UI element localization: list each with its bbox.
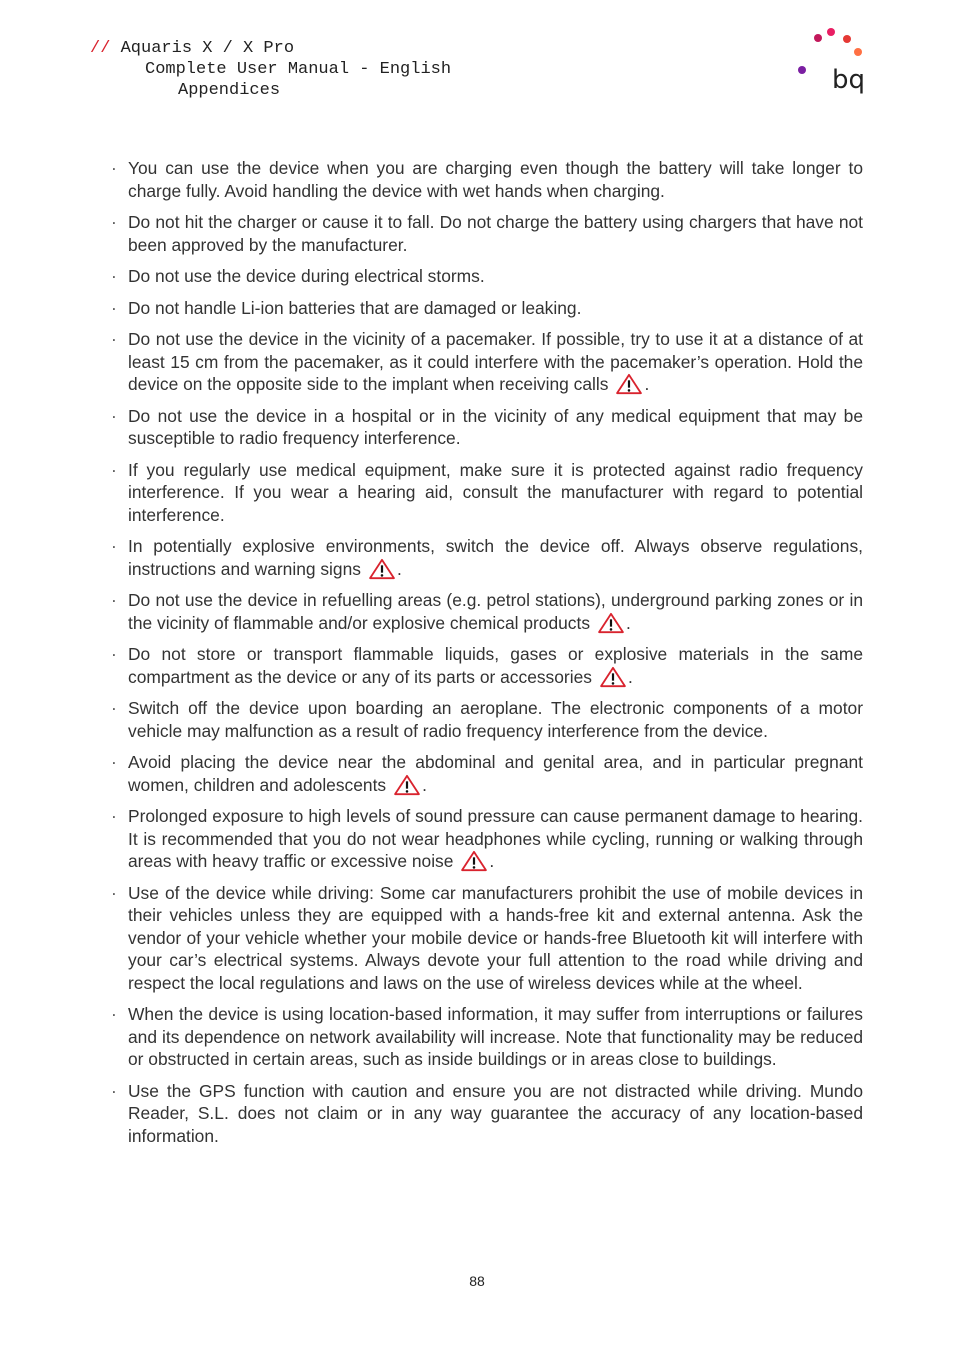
end-mark: . <box>644 374 650 394</box>
bullet-marker: · <box>111 882 117 903</box>
list-item <box>111 459 863 527</box>
list-item <box>111 805 863 873</box>
list-item <box>111 751 863 796</box>
bullet-list <box>111 157 863 1156</box>
bullet-marker: · <box>111 590 117 610</box>
list-item <box>111 265 863 288</box>
bullet-marker: · <box>111 1004 117 1024</box>
list-item-text: When the device is using location-based information, it may suffer from interruptions or failures and its dependence on network availability will increase. Note that functionality may be reduced or obstructed in certain areas, such as inside buildings or in areas close to buildings. <box>128 1004 863 1069</box>
bullet-marker: · <box>111 405 117 426</box>
list-item-text: In potentially explosive environments, switch the device off. Always observe regulations, instructions and warning signs <box>128 536 863 579</box>
bullet-marker: · <box>111 329 117 349</box>
end-mark: . <box>396 558 402 579</box>
list-item-text: Prolonged exposure to high levels of sound pressure can cause permanent damage to hearing. It is recommended that you do not wear headphones while cycling, running or walking through areas with heavy traffic or excessive noise <box>128 806 863 871</box>
bullet-marker: · <box>111 158 117 178</box>
logo-text: bq <box>832 65 866 95</box>
bq-logo-icon <box>794 24 874 98</box>
end-mark: . <box>627 666 633 687</box>
list-item <box>111 211 863 256</box>
list-item-text: Do not store or transport flammable liquids, gases or explosive materials in the same compartment as the device or any of its parts or accessories <box>128 644 863 687</box>
list-item-text: You can use the device when you are charging even though the battery will take longer to charge fully. Avoid handling the device with wet hands when charging. <box>128 158 863 201</box>
bq-logo <box>794 24 874 98</box>
list-item-text: Switch off the device upon boarding an aeroplane. The electronic components of a motor vehicle may malfunction as a result of radio frequency interference from the device. <box>128 698 863 741</box>
bullet-marker: · <box>111 644 117 664</box>
header-line-1 <box>90 38 451 59</box>
list-item-text: Do not use the device in a hospital or in the vicinity of any medical equipment that may be susceptible to radio frequency interference. <box>128 405 863 448</box>
warning-icon <box>392 774 422 796</box>
warning-icon <box>596 612 626 634</box>
warning-icon <box>367 558 397 580</box>
bullet-marker: · <box>111 266 117 286</box>
bullet-marker: · <box>111 459 117 480</box>
list-item <box>111 882 863 995</box>
list-item-text: Do not use the device in the vicinity of a pacemaker. If possible, try to use it at a distance of at least 15 cm from the pacemaker, as it could interfere with the pacemaker’s operation. Hold the device on the opposite side to the implant when receiving calls <box>128 329 863 394</box>
list-item <box>111 328 863 396</box>
list-item-text: Do not use the device during electrical storms. <box>128 266 485 286</box>
warning-icon <box>598 666 628 688</box>
list-item <box>111 643 863 688</box>
bullet-marker: · <box>111 297 117 318</box>
list-item-text: If you regularly use medical equipment, make sure it is protected against radio frequency interference. If you wear a hearing aid, consult the manufacturer with regard to potential interference. <box>128 459 863 525</box>
list-item <box>111 157 863 202</box>
list-item-text: Do not use the device in refuelling areas (e.g. petrol stations), underground parking zones or in the vicinity of flammable and/or explosive chemical products <box>128 590 863 633</box>
list-item <box>111 589 863 634</box>
bullet-marker: · <box>111 752 117 772</box>
page-number: 88 <box>469 1273 485 1289</box>
bullet-marker: · <box>111 698 117 718</box>
bullet-marker: · <box>111 806 117 826</box>
list-item <box>111 1080 863 1148</box>
list-item-text: Avoid placing the device near the abdominal and genital area, and in particular pregnant women, children and adolescents <box>128 752 863 795</box>
document-header <box>90 38 451 101</box>
list-item <box>111 1003 863 1071</box>
list-item <box>111 297 863 320</box>
header-slash: // <box>90 39 111 58</box>
end-mark: . <box>422 774 427 795</box>
header-title: Aquaris X / X Pro <box>120 39 295 58</box>
bullet-marker: · <box>111 212 117 232</box>
bullet-marker: · <box>111 536 117 556</box>
list-item <box>111 535 863 580</box>
header-line-2: Complete User Manual - English <box>145 60 452 79</box>
end-mark: . <box>489 851 495 871</box>
end-mark: . <box>626 612 631 633</box>
list-item-text: Use of the device while driving: Some car manufacturers prohibit the use of mobile devices in their vehicles unless they are equipped with a hands-free kit and external antenna. Ask the vendor of your vehicle whether your mobile device or hands-free Bluetooth kit will interfere with your car’s electrical systems. Always devote your full attention to the road while driving and respect the local regulations and laws on the use of wireless devices while at the wheel. <box>128 882 863 993</box>
list-item <box>111 405 863 450</box>
list-item-text: Use the GPS function with caution and ensure you are not distracted while driving. Mundo Reader, S.L. does not claim or in any way guarantee the accuracy of any location-based information. <box>128 1080 863 1146</box>
list-item <box>111 697 863 742</box>
warning-icon <box>614 373 644 395</box>
bullet-marker: · <box>111 1080 117 1101</box>
header-line-3: Appendices <box>178 81 281 100</box>
list-item-text: Do not hit the charger or cause it to fall. Do not charge the battery using chargers that have not been approved by the manufacturer. <box>128 212 863 255</box>
warning-icon <box>459 850 489 872</box>
list-item-text: Do not handle Li-ion batteries that are damaged or leaking. <box>128 297 582 318</box>
